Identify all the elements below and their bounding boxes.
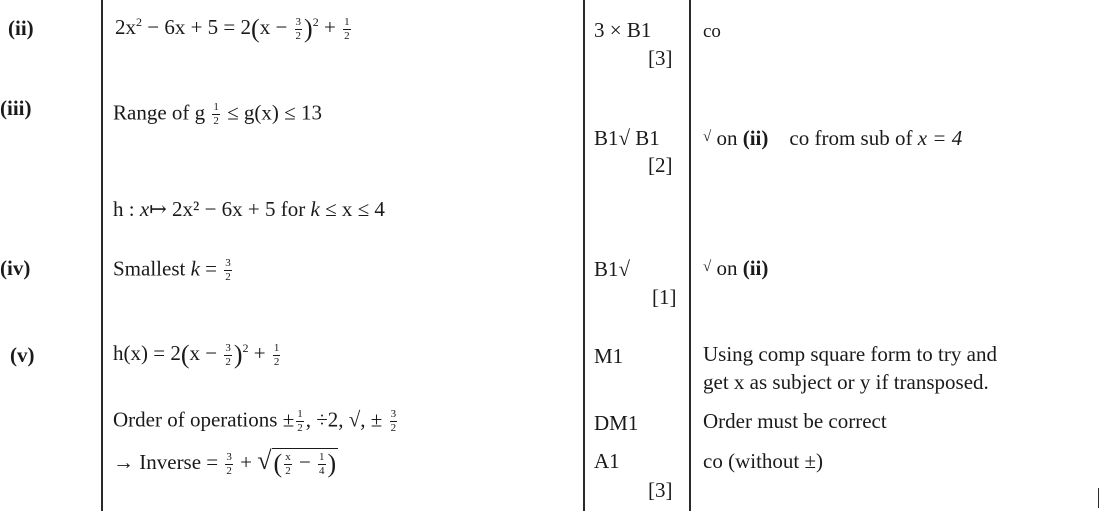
column-divider-left (101, 0, 103, 511)
mark-iv: B1√ (594, 257, 631, 281)
smallest-k-statement: Smallest k = $\frac{3}{2}$ (113, 256, 231, 283)
mark-v-dm1: DM1 (594, 411, 639, 435)
total-iv: [1] (652, 285, 677, 309)
follow-through-tick-icon: √ (703, 259, 712, 275)
comment-v-line1: Using comp square form to try and (703, 342, 997, 366)
inverse-expression: → Inverse = $\frac{3}{2}$ + √( $\frac{x}{2}$ − $\frac{1}{4}$ ) (113, 446, 337, 478)
comment-ii: co (703, 21, 721, 42)
range-statement: Range of g $\frac{1}{2}$ ≤ g(x) ≤ 13 (113, 100, 322, 127)
part-label-ii: (ii) (8, 16, 34, 40)
follow-through-tick-icon: √ (703, 129, 712, 145)
square-root-sign: √( $\frac{x}{2}$ − $\frac{1}{4}$ ) (257, 446, 337, 478)
order-of-operations: Order of operations ± $\frac{1}{2}$ , ÷2, √, ± $\frac{3}{2}$ (113, 407, 397, 434)
comment-v-line2: get x as subject or y if transposed. (703, 370, 989, 394)
column-divider-comments (689, 0, 691, 511)
mark-v-m1: M1 (594, 344, 624, 368)
h-of-x-equation: h(x) = 2(x − $\frac{3}{2}$ )$^2$ + $\frac{1}{2}$ (113, 340, 280, 369)
comment-iii: √ on (ii) co from sub of x = 4 (703, 126, 963, 150)
total-v: [3] (648, 478, 673, 502)
comment-iv: √ on (ii) (703, 256, 769, 280)
comment-v-order: Order must be correct (703, 409, 887, 433)
equation-completed-square: $2x^2 - 6x + 5 = 2(x$ − $\frac{3}{2}$ )$^2$ + $\frac{1}{2}$ (115, 14, 350, 43)
part-label-iv: (iv) (0, 256, 31, 280)
total-ii: [3] (648, 46, 673, 70)
mark-ii: 3 × B1 (594, 18, 652, 42)
column-divider-marks (583, 0, 585, 511)
comment-v-co: co (without ±) (703, 449, 824, 473)
mark-iii: B1√ B1 (594, 126, 660, 150)
total-iii: [2] (648, 153, 673, 177)
part-label-v: (v) (10, 343, 35, 367)
text-cursor (1098, 488, 1099, 508)
mark-v-a1: A1 (594, 449, 620, 473)
h-definition: h : x↦ 2x² − 6x + 5 for k ≤ x ≤ 4 (113, 197, 385, 221)
part-label-iii: (iii) (0, 96, 32, 120)
